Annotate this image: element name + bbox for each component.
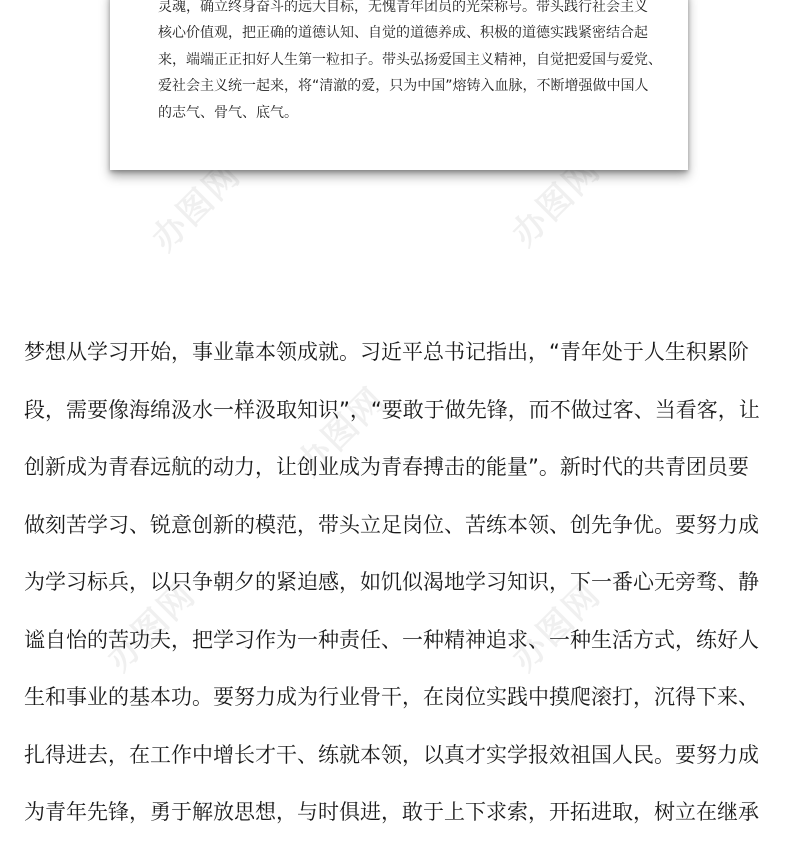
- body-text-line: 生和事业的基本功。要努力成为行业骨干，在岗位实践中摸爬滚打，沉得下来、: [24, 685, 759, 709]
- body-text-line: 为学习标兵，以只争朝夕的紧迫感，如饥似渴地学习知识，下一番心无旁骛、静: [24, 570, 759, 594]
- watermark: 办图网: [504, 149, 609, 255]
- card-text-line: 来，端端正正扣好人生第一粒扣子。带头弘扬爱国主义精神，自觉把爱国与爱党、: [158, 51, 662, 68]
- body-text-line: 创新成为青春远航的动力，让创业成为青春搏击的能量”。新时代的共青团员要: [24, 455, 749, 479]
- card-text-line: 灵魂，确立终身奋斗的远大目标，无愧青年团员的光荣称号。带头践行社会主义: [158, 0, 648, 15]
- watermark: 办图网: [144, 154, 249, 260]
- watermark: 办图网: [99, 574, 204, 680]
- body-text-line: 段，需要像海绵汲水一样汲取知识”，“要敢于做先锋，而不做过客、当看客，让: [24, 397, 760, 422]
- quote-card-text: [158, 0, 662, 126]
- body-text-line: 为青年先锋，勇于解放思想，与时俱进，敢于上下求索，开拓进取，树立在继承: [24, 800, 759, 824]
- watermark: 办图网: [504, 574, 609, 680]
- quote-card: [110, 0, 688, 170]
- card-text-line: 的志气、骨气、底气。: [158, 104, 298, 121]
- card-text-line: 爱社会主义统一起来，将“清澈的爱，只为中国”熔铸入血脉，不断增强做中国人: [158, 78, 649, 95]
- body-paragraph: [24, 324, 784, 842]
- body-text-line: 梦想从学习开始，事业靠本领成就。习近平总书记指出，“青年处于人生积累阶: [24, 340, 749, 364]
- watermark: 办图网: [289, 379, 394, 485]
- body-text-line: 扎得进去，在工作中增长才干、练就本领，以真才实学报效祖国人民。要努力成: [24, 742, 759, 767]
- body-text-line: 做刻苦学习、锐意创新的模范，带头立足岗位、苦练本领、创先争优。要努力成: [24, 512, 759, 537]
- body-text-line: 谧自怡的苦功夫，把学习作为一种责任、一种精神追求、一种生活方式，练好人: [24, 627, 759, 652]
- card-text-line: 核心价值观，把正确的道德认知、自觉的道德养成、积极的道德实践紧密结合起: [158, 25, 648, 42]
